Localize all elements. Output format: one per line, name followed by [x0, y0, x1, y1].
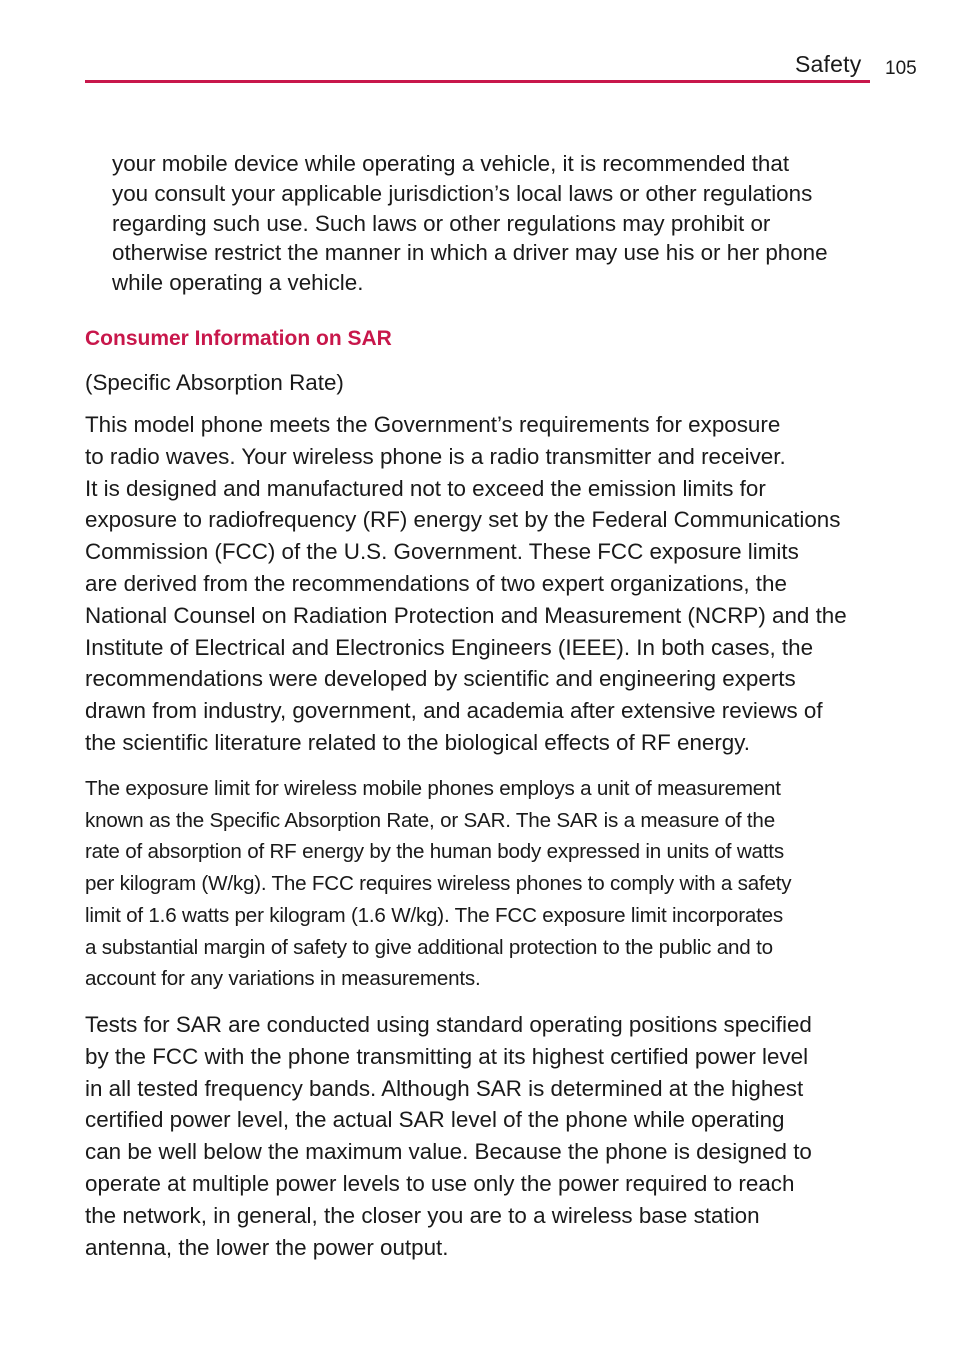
- sar-subtitle: (Specific Absorption Rate): [85, 370, 344, 395]
- sar-heading: Consumer Information on SAR: [85, 327, 392, 350]
- sar-paragraph-tests: Tests for SAR are conducted using standard operating positions specified by the FCC with the phone transmitting at its highest certified power level in all tested frequency bands. Although SAR is determined at the highest certified power level, the actual SAR level of the phone while operating can be well below the maximum value. Because the phone is designed to operate at multiple power levels to use only the power required to reach the network, in general, the closer you are to a wireless base station antenna, the lower the power output.: [85, 1012, 812, 1260]
- intro-paragraph: your mobile device while operating a vehicle, it is recommended that you consult your applicable jurisdiction’s local laws or other regulations regarding such use. Such laws or other regulations may prohibit or otherwise restrict the manner in which a driver may use his or her phone while operating a vehicle.: [112, 151, 828, 296]
- page-number: 105: [885, 58, 917, 79]
- header-divider: [85, 80, 870, 83]
- section-title: Safety: [795, 51, 862, 77]
- sar-paragraph-exposure-limit: The exposure limit for wireless mobile phones employs a unit of measurement known as the Specific Absorption Rate, or SAR. The SAR is a measure of the rate of absorption of RF energy by the human body expressed in units of watts per kilogram (W/kg). The FCC requires wireless phones to comply with a safety limit of 1.6 watts per kilogram (1.6 W/kg). The FCC exposure limit incorporates a substantial margin of safety to give additional protection to the public and to account for any variations in measurements.: [85, 777, 792, 991]
- sar-paragraph-requirements: This model phone meets the Government’s requirements for exposure to radio waves. Your wireless phone is a radio transmitter and receiver. It is designed and manufactured not to exceed the emission limits for exposure to radiofrequency (RF) energy set by the Federal Communications Commission (FCC) of the U.S. Government. These FCC exposure limits are derived from the recommendations of two expert organizations, the National Counsel on Radiation Protection and Measurement (NCRP) and the Institute of Electrical and Electronics Engineers (IEEE). In both cases, the recommendations were developed by scientific and engineering experts drawn from industry, government, and academia after extensive reviews of the scientific literature related to the biological effects of RF energy.: [85, 412, 847, 755]
